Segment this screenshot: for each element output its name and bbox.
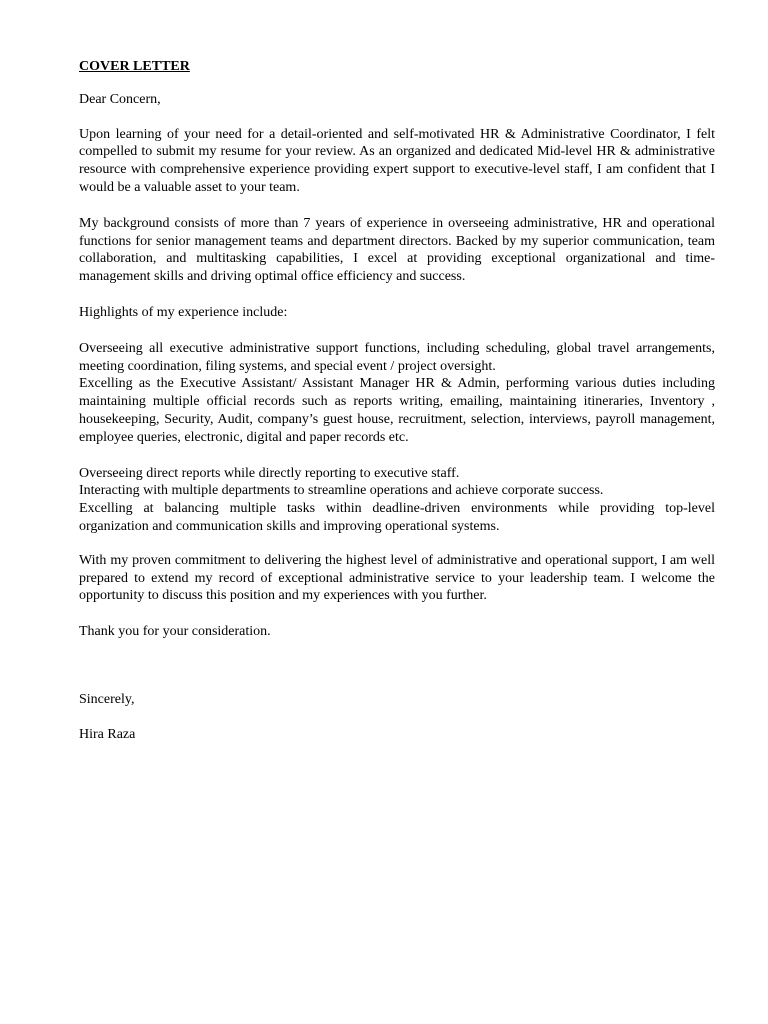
cover-letter-page: [79, 58, 715, 744]
highlights-intro: Highlights of my experience include:: [79, 304, 288, 320]
paragraph-background: My background consists of more than 7 years of experience in overseeing administrative, HR and operational functions for senior management teams and department directors. Backed by my superior communication, team collaboration, and multitasking capabilities, I excel at providing exceptional organizational and time-management skills and driving optimal office efficiency and success.: [79, 215, 715, 285]
spacer: [79, 641, 715, 691]
paragraph-intro: Upon learning of your need for a detail-oriented and self-motivated HR & Administrative Coordinator, I felt compelled to submit my resume for your review. As an organized and dedicated Mid-level HR & administrative resource with comprehensive experience providing expert support to executive-level staff, I am confident that I would be a valuable asset to your team.: [79, 126, 715, 195]
highlight-item: Interacting with multiple departments to streamline operations and achieve corporate success.: [79, 483, 604, 499]
letter-title: COVER LETTER: [79, 59, 190, 74]
highlight-item: Overseeing direct reports while directly reporting to executive staff.: [79, 465, 460, 481]
signature-name: Hira Raza: [79, 726, 136, 742]
closing-line: Sincerely,: [79, 691, 135, 707]
highlights-group-1: [79, 340, 715, 447]
highlight-item: Excelling at balancing multiple tasks within deadline-driven environments while providing top-level organization and communication skills and improving operational systems.: [79, 501, 715, 534]
highlight-item: Excelling as the Executive Assistant/ Assistant Manager HR & Admin, performing various duties including maintaining multiple official records such as reports writing, emailing, maintaining itineraries, Inventory , housekeeping, Security, Audit, company’s guest house, recruitment, selection, interviews, payroll management, employee queries, electronic, digital and paper records etc.: [79, 376, 715, 445]
highlights-group-2: [79, 465, 715, 536]
highlight-item: Overseeing all executive administrative support functions, including scheduling, global travel arrangements, meeting coordination, filing systems, and special event / project oversight.: [79, 340, 715, 374]
salutation: Dear Concern,: [79, 91, 161, 107]
paragraph-commitment: With my proven commitment to delivering the highest level of administrative and operational support, I am well prepared to extend my record of exceptional administrative service to your leadership team. I welcome the opportunity to discuss this position and my experiences with you further.: [79, 552, 715, 604]
thanks-line: Thank you for your consideration.: [79, 624, 271, 640]
